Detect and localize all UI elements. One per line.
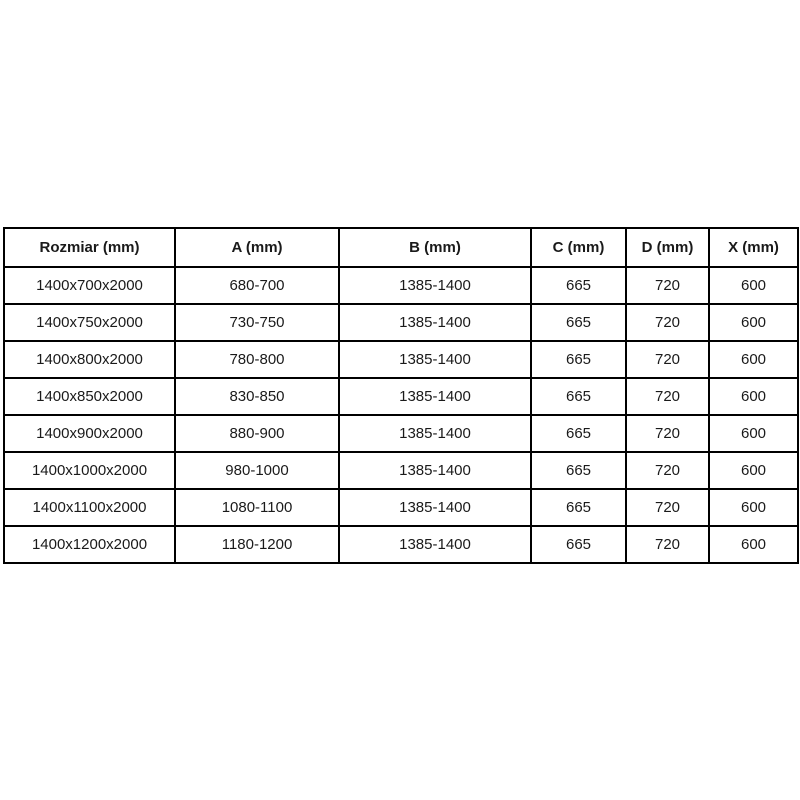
table-row [4, 526, 798, 563]
table-cell: 1385-1400 [339, 267, 531, 304]
column-header-d: D (mm) [626, 228, 709, 267]
table-cell: 880-900 [175, 415, 339, 452]
column-header-x: X (mm) [709, 228, 798, 267]
table-cell: 1180-1200 [175, 526, 339, 563]
table-cell: 665 [531, 341, 626, 378]
table-cell: 720 [626, 267, 709, 304]
table-row [4, 415, 798, 452]
table-cell: 1080-1100 [175, 489, 339, 526]
table-cell: 1400x800x2000 [4, 341, 175, 378]
column-header-c: C (mm) [531, 228, 626, 267]
table-cell: 1400x900x2000 [4, 415, 175, 452]
table-cell: 1400x850x2000 [4, 378, 175, 415]
table-cell: 665 [531, 526, 626, 563]
table-cell: 665 [531, 415, 626, 452]
table-cell: 1400x700x2000 [4, 267, 175, 304]
table-cell: 1385-1400 [339, 304, 531, 341]
table-cell: 600 [709, 267, 798, 304]
table-row [4, 341, 798, 378]
table-cell: 1385-1400 [339, 415, 531, 452]
table-cell: 1400x750x2000 [4, 304, 175, 341]
table-cell: 1400x1100x2000 [4, 489, 175, 526]
table-cell: 720 [626, 304, 709, 341]
table-cell: 980-1000 [175, 452, 339, 489]
table-cell: 720 [626, 452, 709, 489]
table-cell: 1385-1400 [339, 341, 531, 378]
table-cell: 600 [709, 341, 798, 378]
table-cell: 600 [709, 415, 798, 452]
table-cell: 720 [626, 378, 709, 415]
table-cell: 720 [626, 415, 709, 452]
table-cell: 600 [709, 378, 798, 415]
table-row [4, 452, 798, 489]
table-cell: 1385-1400 [339, 378, 531, 415]
table-cell: 1385-1400 [339, 489, 531, 526]
table-cell: 665 [531, 267, 626, 304]
table-cell: 600 [709, 526, 798, 563]
table-row [4, 489, 798, 526]
table-row [4, 267, 798, 304]
table-cell: 830-850 [175, 378, 339, 415]
table-cell: 1385-1400 [339, 526, 531, 563]
column-header-rozmiar: Rozmiar (mm) [4, 228, 175, 267]
table-row [4, 378, 798, 415]
table-body [4, 267, 798, 563]
table-cell: 720 [626, 341, 709, 378]
table-cell: 720 [626, 489, 709, 526]
table-cell: 1400x1000x2000 [4, 452, 175, 489]
table-cell: 780-800 [175, 341, 339, 378]
table-cell: 665 [531, 304, 626, 341]
column-header-a: A (mm) [175, 228, 339, 267]
table-cell: 600 [709, 452, 798, 489]
table-cell: 1400x1200x2000 [4, 526, 175, 563]
table-cell: 730-750 [175, 304, 339, 341]
table-cell: 1385-1400 [339, 452, 531, 489]
column-header-b: B (mm) [339, 228, 531, 267]
table-row [4, 304, 798, 341]
table-cell: 720 [626, 526, 709, 563]
table-cell: 665 [531, 489, 626, 526]
table-cell: 600 [709, 489, 798, 526]
table-cell: 600 [709, 304, 798, 341]
size-spec-table [3, 227, 799, 564]
table-cell: 680-700 [175, 267, 339, 304]
table-cell: 665 [531, 452, 626, 489]
table-header-row [4, 228, 798, 267]
table-cell: 665 [531, 378, 626, 415]
